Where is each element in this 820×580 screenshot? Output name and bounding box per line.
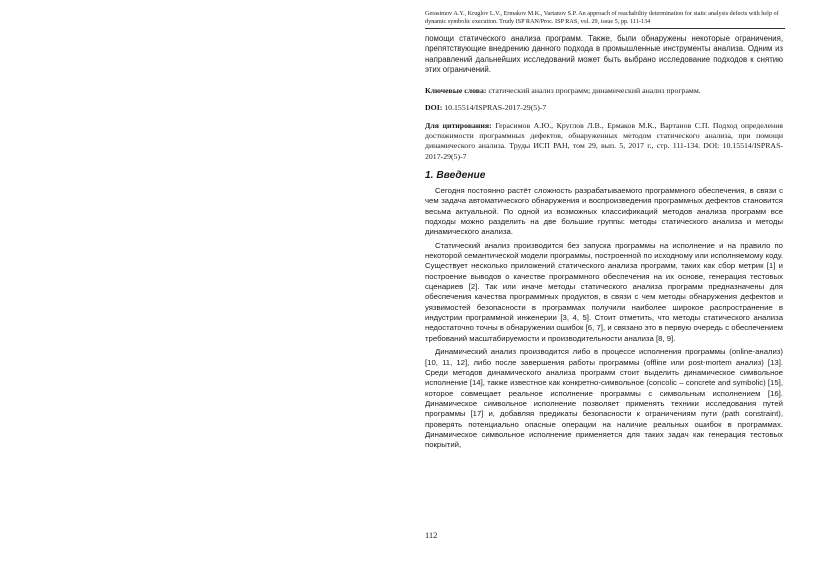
body-paragraph: Статический анализ производится без запуска программы на исполнение и на правило по некоторой семантической модели программы, построенной по исходному или исполняемому коду. Существует несколько приложений статического анализа программ, таких как сбор метрик [1] и построение выводов о качестве программного обеспечения на их основе, генерация тестовых сценариев [2]. Так или иначе методы статического анализа программ предназначены для обеспечения качества программных продуктов, в связи с чем методы обнаружения дефектов и уязвимостей безопасности в программах получили наиболее широкое распространение в индустрии программной инженерии [3, 4, 5]. Стоит отметить, что методы статического анализа недостаточно точны в обнаружении ошибок [6, 7], и связано это в первую очередь с обеспечением требований масштабируемости и производительности анализа [8, 9]. — [425, 240, 783, 343]
citation-label: Для цитирования: — [425, 121, 492, 130]
citation-text: Герасимов А.Ю., Круглов Л.В., Ермаков М.К., Вартанов С.П. Подход определения достижимости программных дефектов, обнаруженных методом статического анализа, при помощи динамического анализа. Труды ИСП РАН, том 29, вып. 5, 2017 г., стр. 111-134. DOI: 10.15514/ISPRAS-2017-29(5)-7 — [425, 121, 783, 161]
header-divider — [425, 28, 785, 29]
running-head: Gerasimov A.Y., Kruglov L.V., Ermakov M.K., Vartanov S.P. An approach of reachability determination for static analysis defects with help of dynamic symbolic execution. Trudy ISP RAN/Proc. ISP RAS, vol. 29, issue 5, pp. 111-134 — [425, 10, 779, 25]
keywords-label: Ключевые слова: — [425, 86, 487, 95]
body-paragraph: Динамический анализ производится либо в процессе исполнения программы (online-анализ) [10, 11, 12], либо после завершения работы программы (offline или post-mortem анализ) [13]. Среди методов динамического анализа программ стоит выделить динамическое символьное исполнение [14], также известное как конкретно-символьное (concolic – concrete and symbolic) [15], которое совмещает реальное исполнение программы с символьным исполнением [16]. Динамическое символьное исполнение позволяет применять техники исследования путей программы [17] и, добавляя предикаты безопасности к ограничениям пути (path constraint), проверять потенциально опасные операции на наличие реальных ошибок в программах. Динамическое символьное исполнение применяется для таких задач как генерация тестовых покрытий, — [425, 347, 783, 450]
section-body — [425, 186, 783, 454]
abstract-continuation: помощи статического анализа программ. Также, были обнаружены некоторые ограничения, препятствующие внедрению данного подхода в промышленные инструменты анализа. Одним из направлений дальнейших исследований может быть выбрано исследование подходов к снятию этих ограничений. — [425, 34, 783, 75]
body-paragraph: Сегодня постоянно растёт сложность разрабатываемого программного обеспечения, в связи с чем задача автоматического обнаружения и воспроизведения программных дефектов становится весьма актуальной. По одной из возможных классификаций методов анализа программ все подходы можно разделить на две большие группы: методы статического анализа и методы динамического анализа. — [425, 186, 783, 237]
section-heading: 1. Введение — [425, 170, 486, 181]
doi-label: DOI: — [425, 103, 443, 112]
keywords — [425, 86, 783, 96]
keywords-text: статический анализ программ; динамический анализ программ. — [486, 86, 701, 95]
citation — [425, 121, 783, 162]
doi — [425, 103, 783, 113]
page-number-right: 112 — [425, 530, 438, 540]
doi-text: 10.15514/ISPRAS-2017-29(5)-7 — [442, 103, 547, 112]
